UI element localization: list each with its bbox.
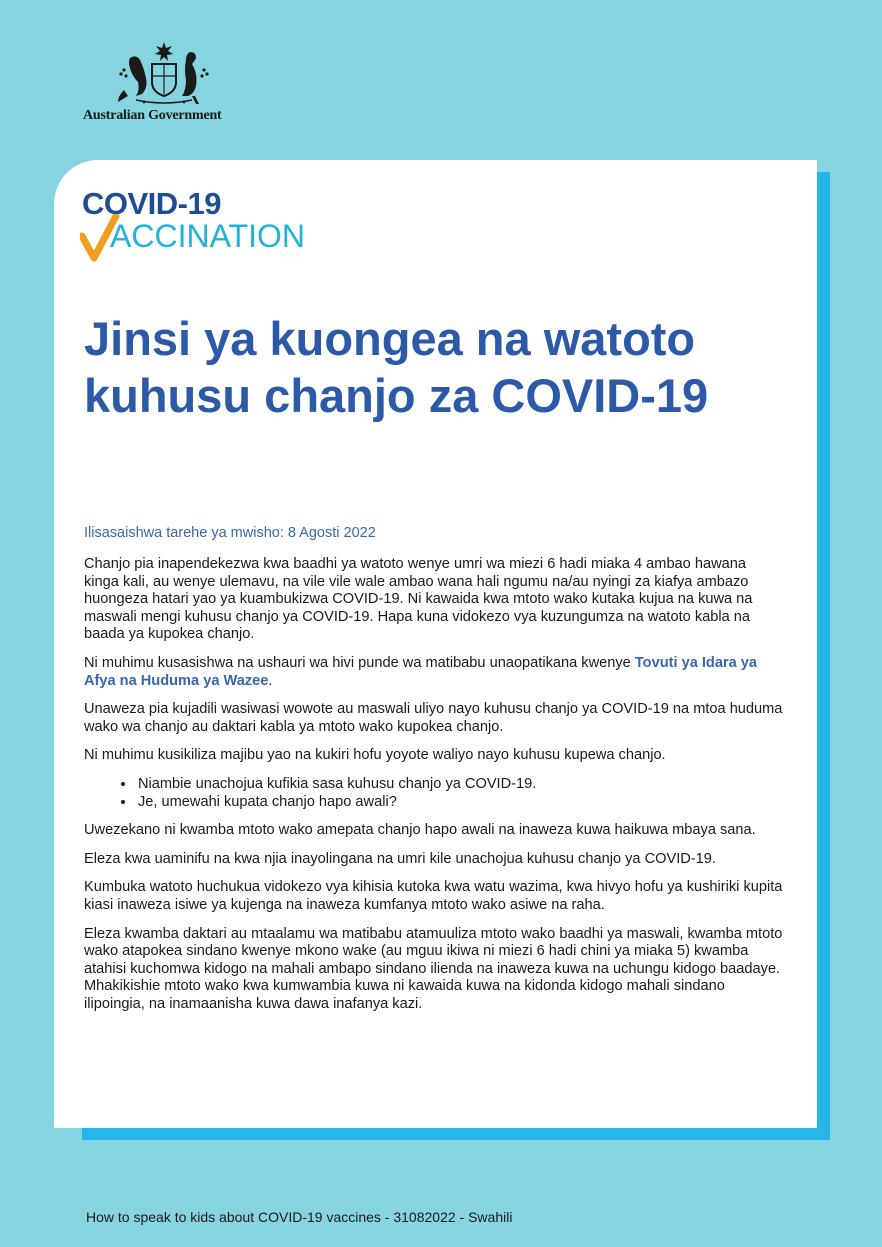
paragraph-remember: Kumbuka watoto huchukua vidokezo vya kihisia kutoka kwa watu wazima, kwa hivyo hofu ya kushiriki kupita kiasi inaweza isiwe ya kujenga na inaweza kumfanya mtoto wako asiwe na raha.	[84, 879, 783, 913]
paragraph-procedure: Eleza kwamba daktari au mtaalamu wa matibabu atamuuliza mtoto wako baadhi ya maswali, kwamba mtoto wako atapokea sindano kwenye mkono wake (au mguu ikiwa ni miezi 6 hadi chini ya miaka 5) kwamba atahisi kuchomwa kidogo na mahali ambapo sindano ilienda na inaweza kuwa na uchungu kidogo baadaye. Mhakikishie mtoto wako kwa kumwambia kuwa ni kawaida kuwa na kidonda kidogo mahali sindano ilipoingia, na inamaanisha kuwa dawa inafanya kazi.	[84, 925, 783, 1012]
last-updated: Ilisasaishwa tarehe ya mwisho: 8 Agosti 2022	[84, 525, 376, 541]
paragraph-listen: Ni muhimu kusikiliza majibu yao na kukiri hofu yoyote waliyo nayo kuhusu kupewa chanjo.	[84, 747, 666, 764]
paragraph-advice-text: Ni muhimu kusasishwa na ushauri wa hivi punde wa matibabu unaopatikana kwenye	[84, 654, 635, 671]
page-title: Jinsi ya kuongea na watoto kuhusu chanjo za COVID-19	[84, 312, 709, 422]
logo-line1: COVID-19	[82, 186, 221, 221]
logo-line2-plain: ACCI	[110, 218, 187, 254]
paragraph-advice-end: .	[268, 672, 273, 689]
question-list	[84, 776, 784, 811]
list-item: • Niambie unachojua kufikia sasa kuhusu chanjo ya COVID-19.	[136, 776, 784, 794]
paragraph-likelihood: Uwezekano ni kwamba mtoto wako amepata chanjo hapo awali na inaweza kuwa haikuwa mbaya sana.	[84, 822, 756, 839]
coat-of-arms-icon	[116, 40, 212, 106]
logo-line2-highlight: NATION	[186, 218, 305, 254]
paragraph-advice	[84, 655, 784, 690]
covid-vaccination-logo	[82, 188, 305, 252]
government-name: Australian Government	[83, 108, 222, 123]
checkmark-icon	[80, 214, 120, 262]
paragraph-explain: Eleza kwa uaminifu na kwa njia inayolingana na umri kile unachojua kuhusu chanjo ya COVID-19.	[84, 850, 716, 867]
health-department-link[interactable]: Tovuti ya Idara ya Afya na Huduma ya Wazee	[84, 654, 758, 689]
footer-text: How to speak to kids about COVID-19 vaccines - 31082022 - Swahili	[86, 1209, 513, 1225]
list-item: • Je, umewahi kupata chanjo hapo awali?	[136, 794, 784, 812]
document-body	[84, 556, 784, 1024]
paragraph-discuss: Unaweza pia kujadili wasiwasi wowote au maswali uliyo nayo kuhusu chanjo ya COVID-19 na mtoa huduma wako wa chanjo au daktari kabla ya mtoto wako kupokea chanjo.	[84, 701, 783, 735]
paragraph-intro: Chanjo pia inapendekezwa kwa baadhi ya watoto wenye umri wa miezi 6 hadi miaka 4 ambao hawana kinga kali, au wenye ulemavu, na vile vile wale ambao wana hali ngumu na/au nyingi za kiafya ambazo huongeza hatari yao ya kuambukizwa COVID-19. Ni kawaida kwa mtoto wako kutaka kujua na kuwa na maswali mengi kuhusu chanjo ya COVID-19. Hapa kuna vidokezo vya kuzungumza na watoto kabla na baada ya kupokea chanjo.	[84, 556, 753, 643]
logo-line2	[82, 220, 305, 252]
